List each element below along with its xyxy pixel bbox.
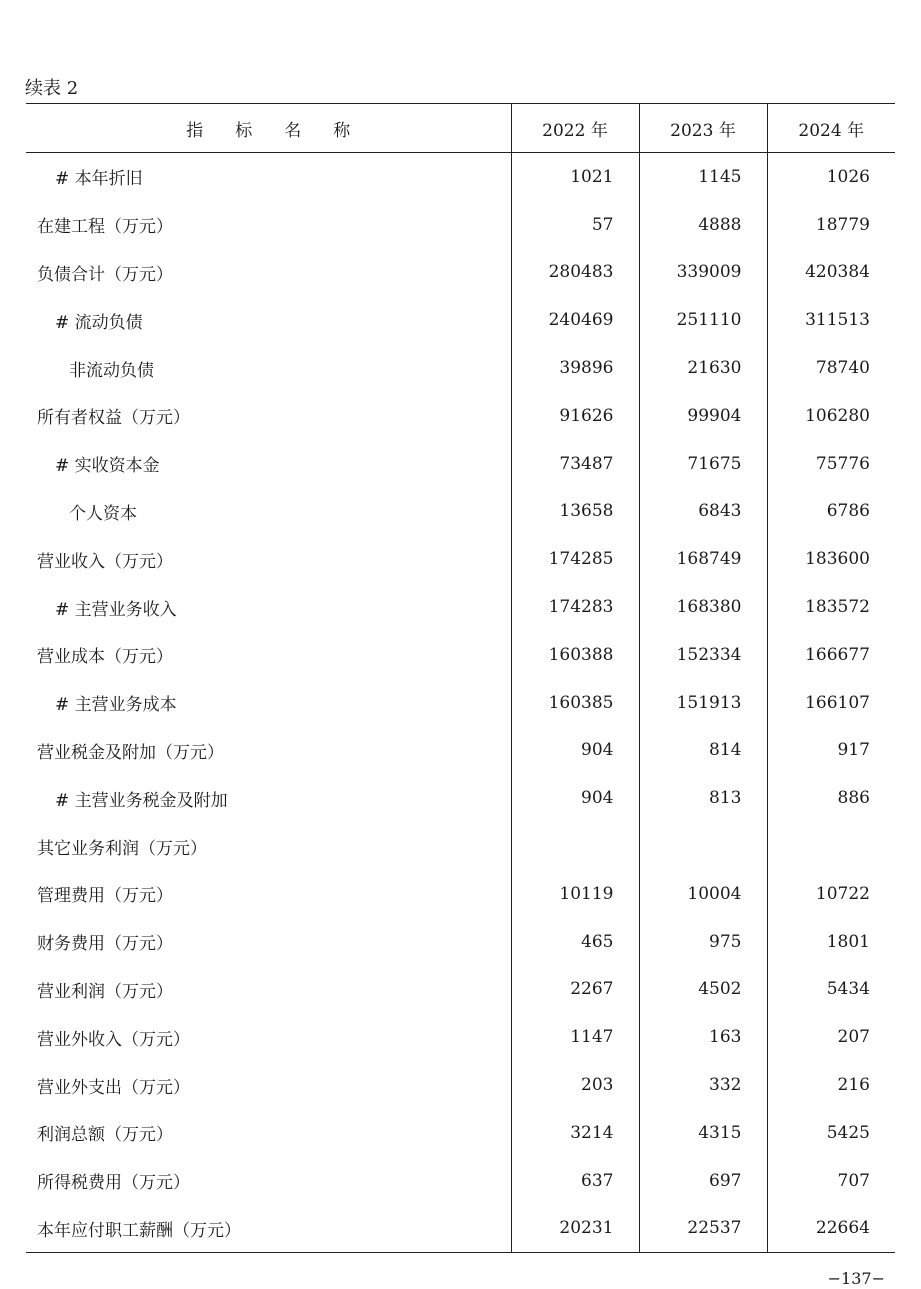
table-row [26, 392, 895, 440]
value-cell: 1026 [767, 153, 895, 201]
value-cell: 10004 [639, 870, 767, 918]
value-cell: 10722 [767, 870, 895, 918]
row-label: # 本年折旧 [55, 169, 143, 190]
value-cell: 174285 [511, 535, 639, 583]
header-year-2022: 2022 年 [511, 104, 639, 153]
value-cell: 904 [511, 774, 639, 822]
value-cell: 57 [511, 201, 639, 249]
value-cell [511, 822, 639, 870]
value-cell: 813 [639, 774, 767, 822]
header-indicator-name: 指标名称 [26, 104, 511, 153]
table-row [26, 488, 895, 536]
value-cell: 697 [639, 1157, 767, 1205]
value-cell: 21630 [639, 344, 767, 392]
value-cell: 4888 [639, 201, 767, 249]
table-row [26, 870, 895, 918]
value-cell: 75776 [767, 440, 895, 488]
row-label: 所得税费用（万元） [37, 1173, 190, 1194]
value-cell: 13658 [511, 488, 639, 536]
value-cell: 917 [767, 727, 895, 775]
value-cell: 1021 [511, 153, 639, 201]
value-cell: 203 [511, 1061, 639, 1109]
value-cell: 10119 [511, 870, 639, 918]
value-cell: 207 [767, 1013, 895, 1061]
value-cell: 168380 [639, 583, 767, 631]
table-body [26, 153, 895, 1253]
value-cell: 904 [511, 727, 639, 775]
value-cell: 78740 [767, 344, 895, 392]
value-cell: 1147 [511, 1013, 639, 1061]
table-row [26, 1013, 895, 1061]
table-row [26, 1205, 895, 1253]
value-cell: 814 [639, 727, 767, 775]
value-cell: 183600 [767, 535, 895, 583]
row-label: 财务费用（万元） [37, 934, 173, 955]
value-cell: 152334 [639, 631, 767, 679]
value-cell: 339009 [639, 249, 767, 297]
value-cell: 5434 [767, 966, 895, 1014]
value-cell: 707 [767, 1157, 895, 1205]
row-label: # 主营业务税金及附加 [55, 790, 228, 811]
table-row [26, 344, 895, 392]
value-cell: 91626 [511, 392, 639, 440]
table-caption: 续表 2 [25, 78, 79, 99]
row-label: 营业外支出（万元） [37, 1077, 190, 1098]
row-label: # 主营业务收入 [55, 599, 177, 620]
row-label: 营业成本（万元） [37, 647, 173, 668]
value-cell: 1801 [767, 918, 895, 966]
row-label: # 主营业务成本 [55, 695, 177, 716]
value-cell: 637 [511, 1157, 639, 1205]
row-label: 营业税金及附加（万元） [37, 742, 224, 763]
row-label: 利润总额（万元） [37, 1125, 173, 1146]
value-cell: 2267 [511, 966, 639, 1014]
table-row [26, 249, 895, 297]
value-cell: 22664 [767, 1205, 895, 1253]
value-cell: 106280 [767, 392, 895, 440]
value-cell: 6843 [639, 488, 767, 536]
statistics-table [26, 103, 895, 1253]
table-row [26, 583, 895, 631]
value-cell: 183572 [767, 583, 895, 631]
row-label: 在建工程（万元） [37, 217, 173, 238]
row-label: 本年应付职工薪酬（万元） [26, 1205, 511, 1253]
table-row [26, 966, 895, 1014]
value-cell: 1145 [639, 153, 767, 201]
value-cell: 420384 [767, 249, 895, 297]
row-label: # 实收资本金 [55, 456, 160, 477]
table-row [26, 201, 895, 249]
value-cell: 166107 [767, 679, 895, 727]
header-row [26, 104, 895, 153]
value-cell: 251110 [639, 296, 767, 344]
value-cell: 22537 [639, 1205, 767, 1253]
table-row [26, 296, 895, 344]
value-cell: 160388 [511, 631, 639, 679]
value-cell [639, 822, 767, 870]
row-label: 营业外收入（万元） [37, 1029, 190, 1050]
row-label: 营业利润（万元） [37, 981, 173, 1002]
value-cell: 886 [767, 774, 895, 822]
value-cell: 174283 [511, 583, 639, 631]
value-cell: 168749 [639, 535, 767, 583]
value-cell: 465 [511, 918, 639, 966]
row-label: 营业收入（万元） [37, 551, 173, 572]
row-label: 其它业务利润（万元） [37, 838, 207, 859]
page-number: −137− [827, 1269, 885, 1288]
table-row [26, 774, 895, 822]
value-cell: 240469 [511, 296, 639, 344]
row-label: 非流动负债 [69, 360, 154, 381]
table-row [26, 822, 895, 870]
row-label: 个人资本 [69, 503, 137, 524]
value-cell: 4502 [639, 966, 767, 1014]
value-cell: 280483 [511, 249, 639, 297]
row-label: 负债合计（万元） [37, 264, 173, 285]
value-cell [767, 822, 895, 870]
value-cell: 5425 [767, 1109, 895, 1157]
table-row [26, 679, 895, 727]
value-cell: 6786 [767, 488, 895, 536]
value-cell: 166677 [767, 631, 895, 679]
value-cell: 20231 [511, 1205, 639, 1253]
table-row [26, 631, 895, 679]
header-year-2024: 2024 年 [767, 104, 895, 153]
value-cell: 163 [639, 1013, 767, 1061]
table-header [26, 104, 895, 153]
value-cell: 39896 [511, 344, 639, 392]
value-cell: 71675 [639, 440, 767, 488]
table-row [26, 440, 895, 488]
header-year-2023: 2023 年 [639, 104, 767, 153]
value-cell: 18779 [767, 201, 895, 249]
table-row [26, 918, 895, 966]
value-cell: 151913 [639, 679, 767, 727]
value-cell: 160385 [511, 679, 639, 727]
table-row [26, 535, 895, 583]
value-cell: 4315 [639, 1109, 767, 1157]
value-cell: 73487 [511, 440, 639, 488]
value-cell: 3214 [511, 1109, 639, 1157]
table-row [26, 1109, 895, 1157]
table-row [26, 153, 895, 201]
value-cell: 216 [767, 1061, 895, 1109]
row-label: 所有者权益（万元） [37, 408, 190, 429]
table-row [26, 727, 895, 775]
table-row [26, 1157, 895, 1205]
value-cell: 99904 [639, 392, 767, 440]
value-cell: 975 [639, 918, 767, 966]
value-cell: 311513 [767, 296, 895, 344]
value-cell: 332 [639, 1061, 767, 1109]
row-label: 管理费用（万元） [37, 886, 173, 907]
table-row [26, 1061, 895, 1109]
row-label: # 流动负债 [55, 312, 143, 333]
